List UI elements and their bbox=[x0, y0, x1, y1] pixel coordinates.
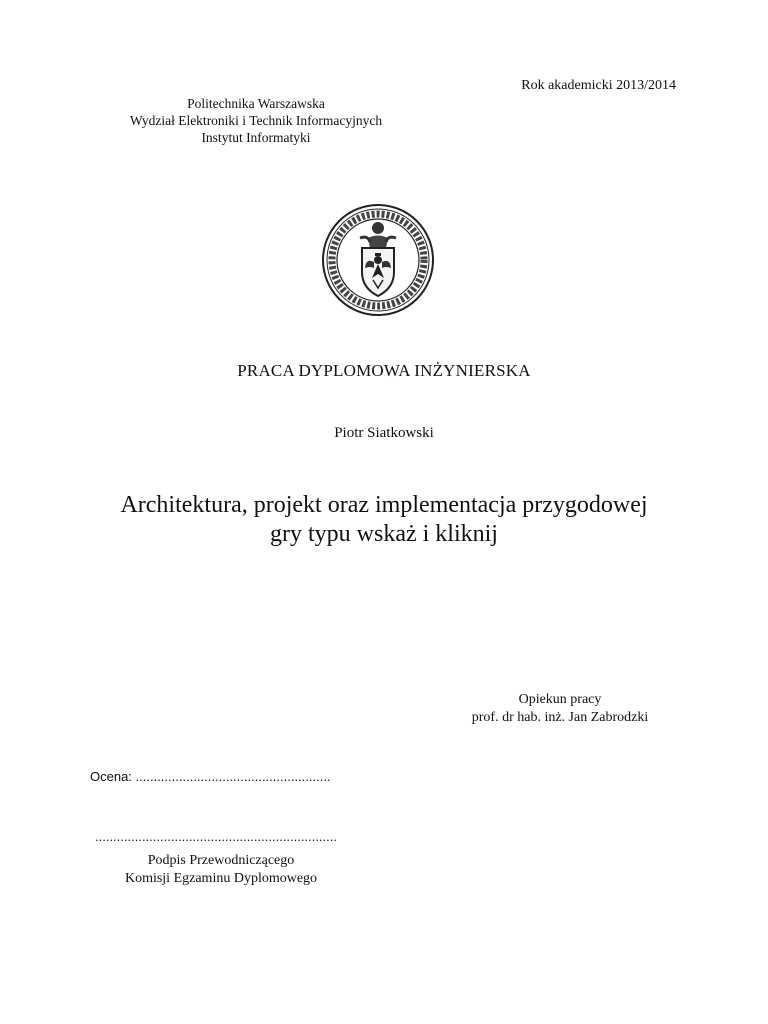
academic-year: Rok akademicki 2013/2014 bbox=[521, 78, 676, 93]
signature-line: ................................................................... bbox=[95, 829, 337, 844]
thesis-title bbox=[60, 491, 708, 549]
thesis-title-line-1: Architektura, projekt oraz implementacja przygodowej bbox=[120, 492, 648, 518]
supervisor-block bbox=[420, 691, 700, 727]
university-seal-icon bbox=[320, 202, 436, 318]
thesis-type: PRACA DYPLOMOWA INŻYNIERSKA bbox=[237, 361, 531, 380]
signature-caption-line-2: Komisji Egzaminu Dyplomowego bbox=[124, 871, 318, 886]
signature-caption bbox=[90, 852, 352, 888]
university-name: Politechnika Warszawska bbox=[187, 96, 325, 111]
author-name: Piotr Siatkowski bbox=[334, 425, 434, 441]
thesis-title-line-2: gry typu wskaż i kliknij bbox=[270, 521, 498, 547]
signature-caption-line-1: Podpis Przewodniczącego bbox=[147, 853, 295, 868]
supervisor-label: Opiekun pracy bbox=[518, 692, 602, 707]
institution-block bbox=[60, 95, 452, 146]
grade-field: Ocena: ...................................................... bbox=[90, 769, 331, 784]
faculty-name: Wydział Elektroniki i Technik Informacyjnych bbox=[129, 113, 383, 128]
supervisor-name: prof. dr hab. inż. Jan Zabrodzki bbox=[471, 710, 649, 725]
institute-name: Instytut Informatyki bbox=[201, 130, 311, 145]
